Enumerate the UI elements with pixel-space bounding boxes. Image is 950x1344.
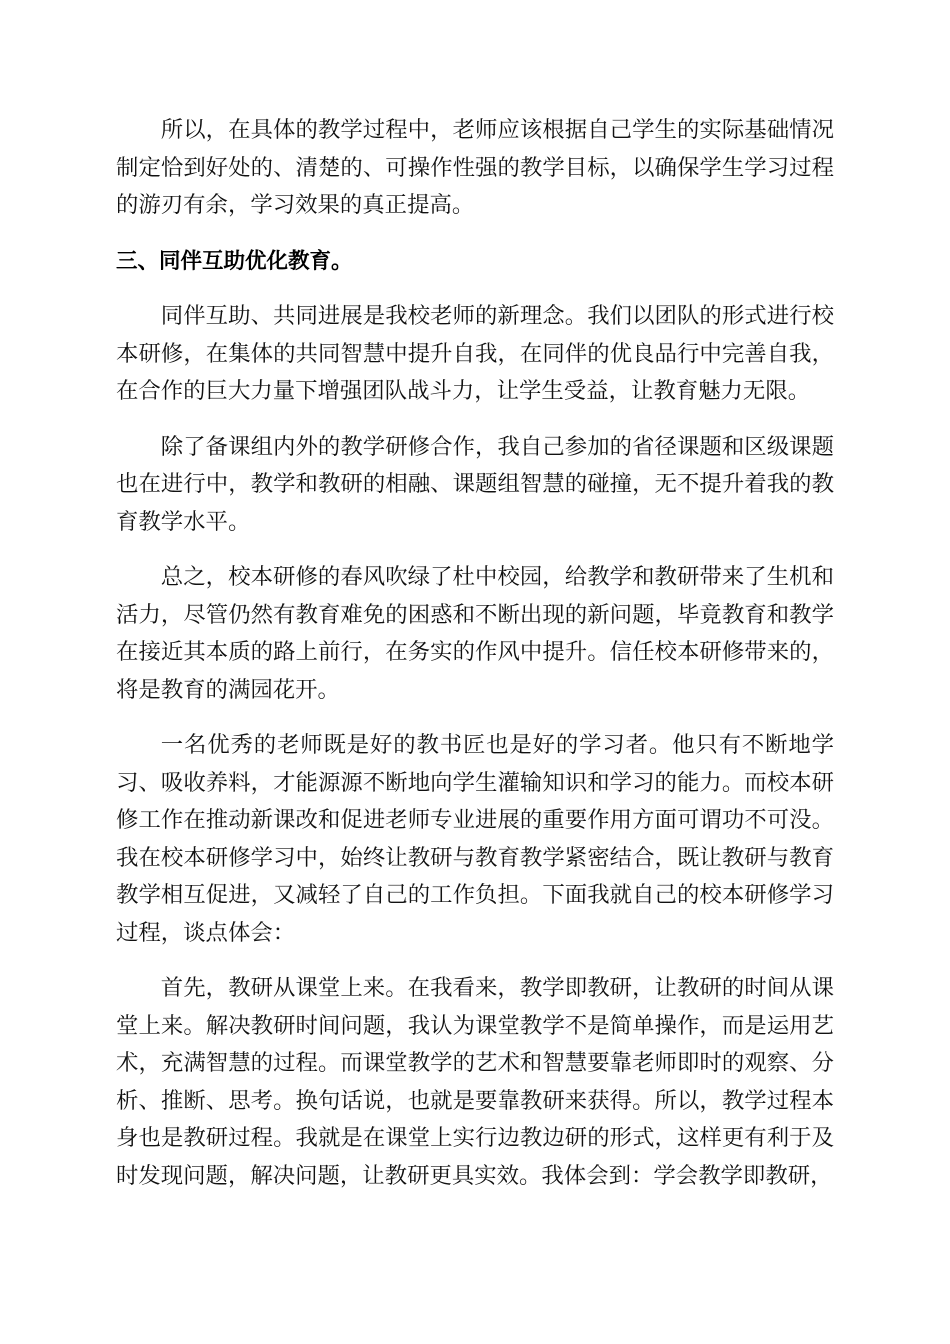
section-heading-peer-support: 三、同伴互助优化教育。 bbox=[116, 248, 353, 274]
paragraph-peer-progress: 同伴互助、共同进展是我校老师的新理念。我们以团队的形式进行校本研修，在集体的共同智慧中提升自我，在同伴的优良品行中完善自我，在合作的巨大力量下增强团队战斗力，让学生受益，让教育魅力无限。 bbox=[116, 303, 834, 404]
paragraph-excellent-teacher: 一名优秀的老师既是好的教书匠也是好的学习者。他只有不断地学习、吸收养料，才能源源不断地向学生灌输知识和学习的能力。而校本研修工作在推动新课改和促进老师专业进展的重要作用方面可谓功不可没。我在校本研修学习中，始终让教研与教育教学紧密结合，既让教研与教育教学相互促进，又减轻了自己的工作负担。下面我就自己的校本研修学习过程，谈点体会： bbox=[116, 732, 834, 946]
paragraph-summary: 总之，校本研修的春风吹绿了杜中校园，给教学和教研带来了生机和活力，尽管仍然有教育难免的困惑和不断出现的新问题，毕竟教育和教学在接近其本质的路上前行，在务实的作风中提升。信任校本研修带来的，将是教育的满园花开。 bbox=[116, 564, 834, 703]
paragraph-teaching-goals: 所以，在具体的教学过程中，老师应该根据自己学生的实际基础情况制定恰到好处的、清楚的、可操作性强的教学目标，以确保学生学习过程的游刃有余，学习效果的真正提高。 bbox=[116, 117, 834, 218]
paragraph-research-from-classroom: 首先，教研从课堂上来。在我看来，教学即教研，让教研的时间从课堂上来。解决教研时间问题，我认为课堂教学不是简单操作，而是运用艺术，充满智慧的过程。而课堂教学的艺术和智慧要靠老师即时的观察、分析、推断、思考。换句话说，也就是要靠教研来获得。所以，教学过程本身也是教研过程。我就是在课堂上实行边教边研的形式，这样更有利于及时发现问题，解决问题，让教研更具实效。我体会到：学会教学即教研， bbox=[116, 975, 834, 1189]
paragraph-research-cooperation: 除了备课组内外的教学研修合作，我自己参加的省径课题和区级课题也在进行中，教学和教研的相融、课题组智慧的碰撞，无不提升着我的教育教学水平。 bbox=[116, 433, 834, 535]
document-body bbox=[116, 112, 834, 1213]
